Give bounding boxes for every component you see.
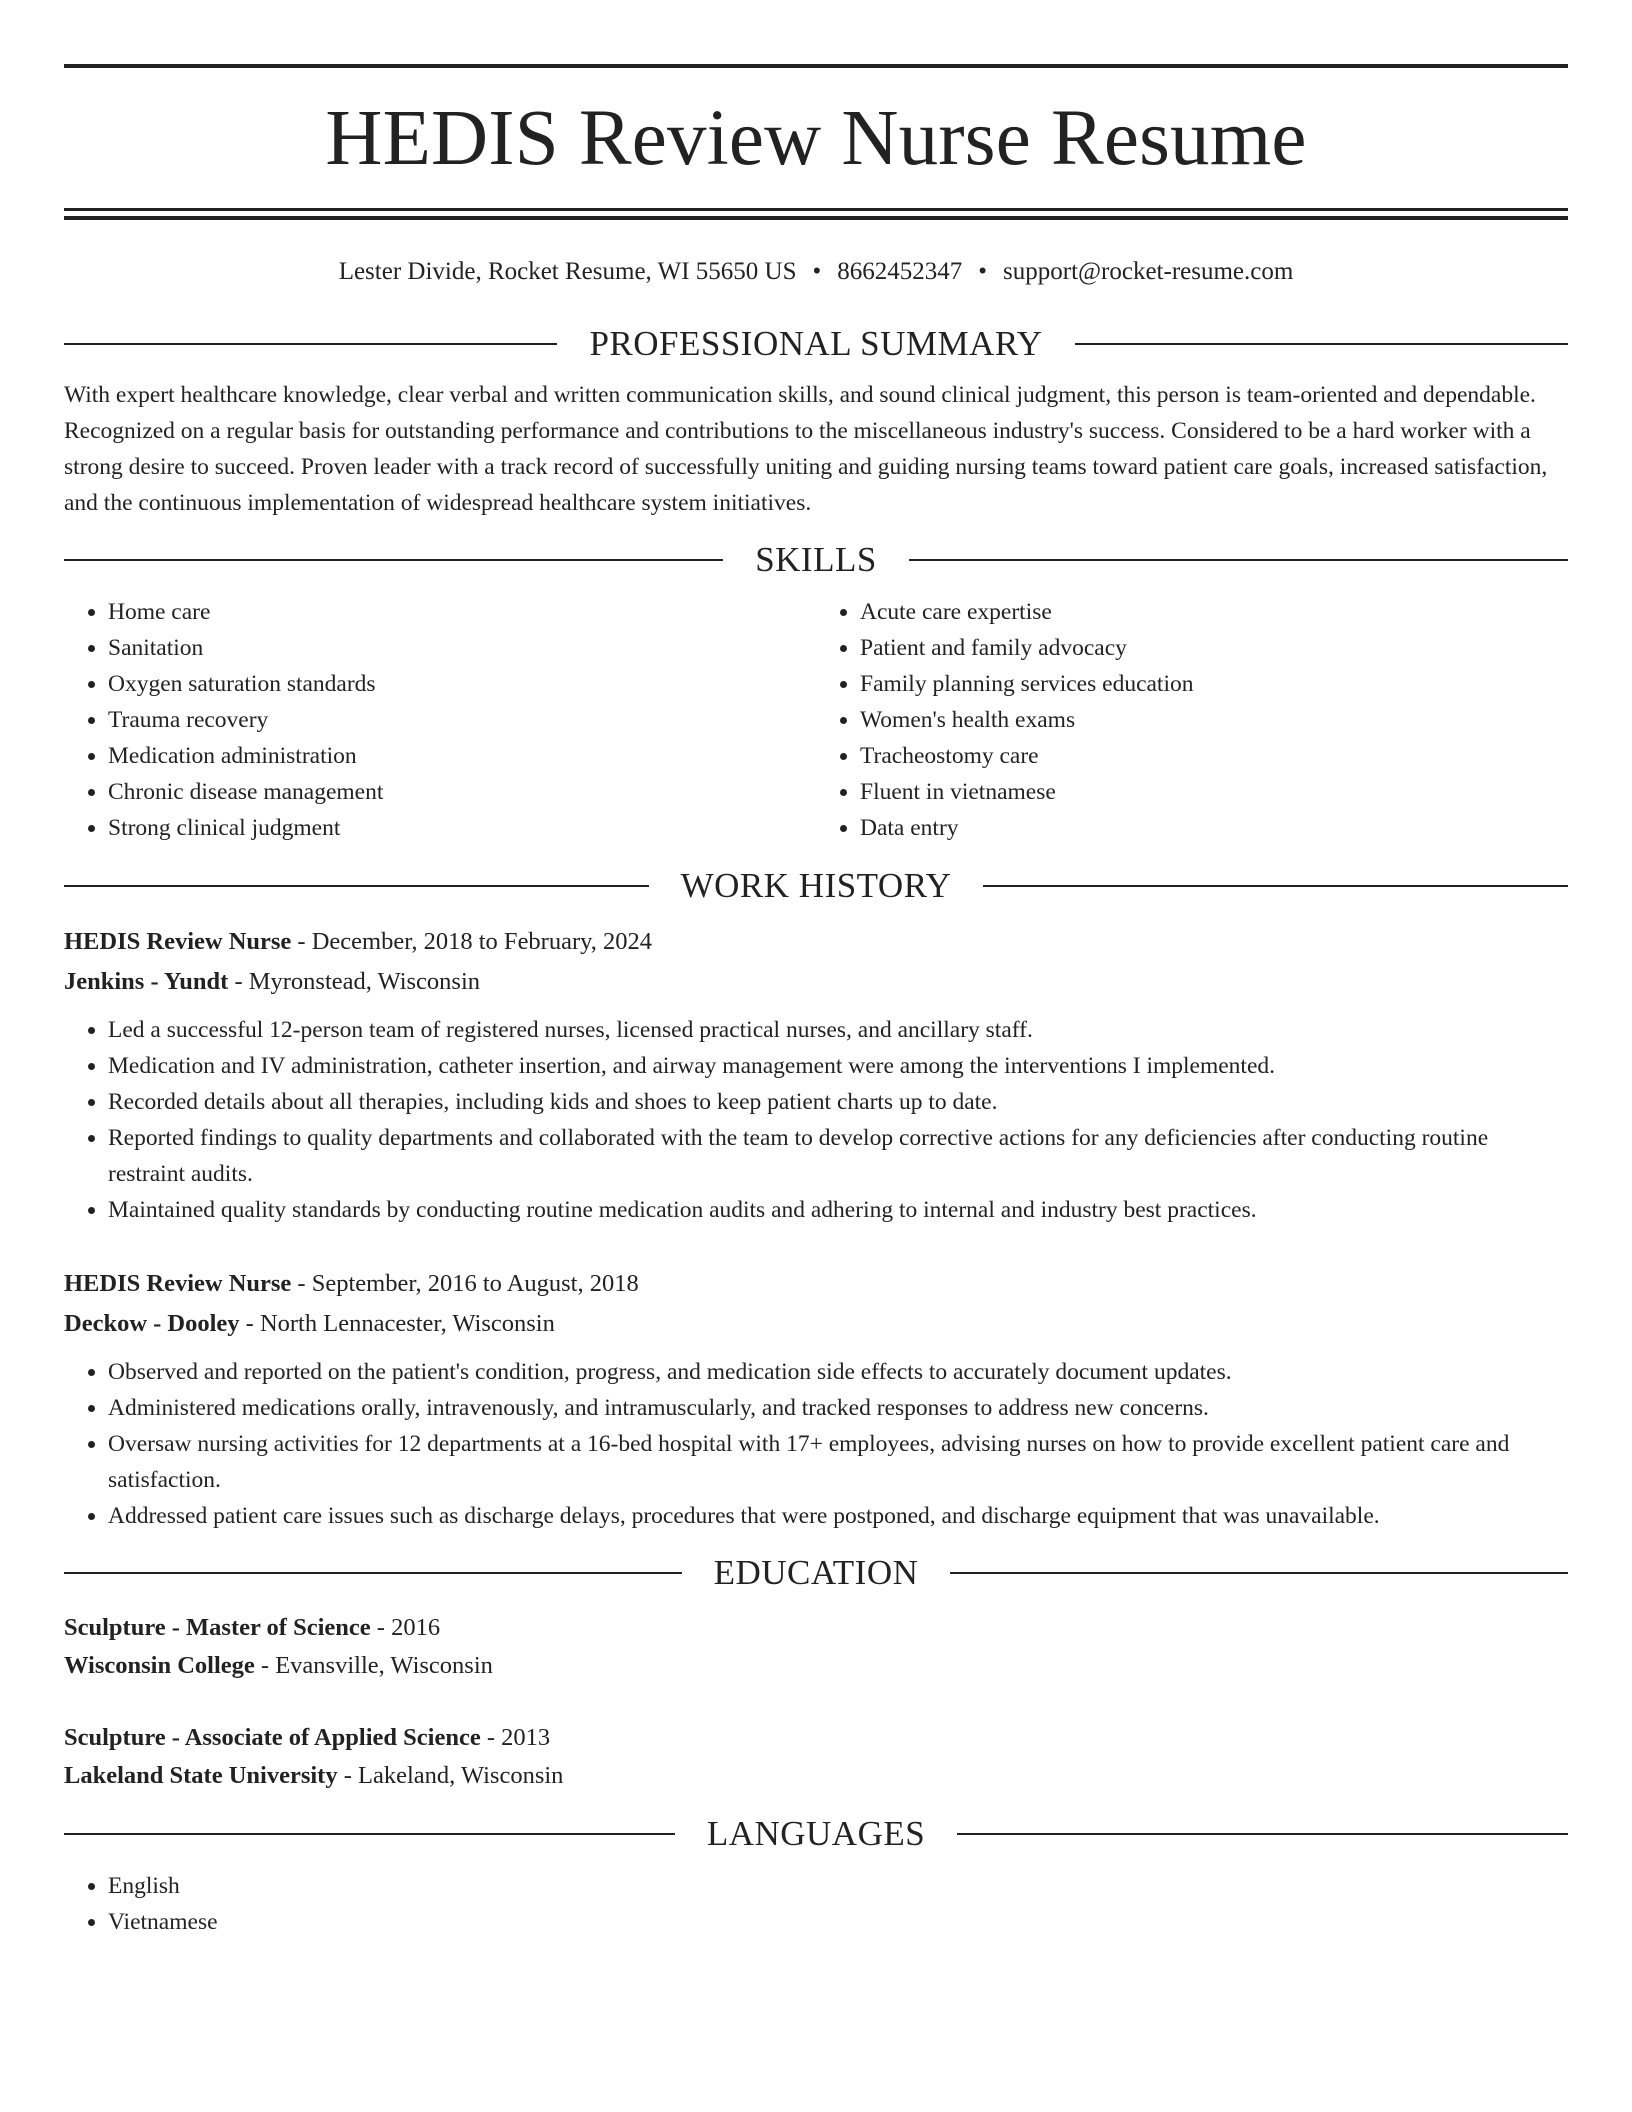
section-heading-label: PROFESSIONAL SUMMARY — [589, 324, 1043, 363]
section-heading-label: LANGUAGES — [706, 1814, 926, 1853]
job-bullet: • Recorded details about all therapies, including kids and shoes to keep patient charts up to date. — [108, 1084, 1568, 1120]
job-company: Deckow - Dooley — [64, 1310, 240, 1337]
section-heading-label: EDUCATION — [713, 1553, 919, 1592]
education-entry — [64, 1719, 1568, 1795]
education-school: Wisconsin College — [64, 1652, 255, 1679]
job-bullets — [64, 1012, 1568, 1228]
job-bullet: • Reported findings to quality departments and collaborated with the team to develop corrective actions for any deficiencies after conducting routine restraint audits. — [108, 1120, 1568, 1192]
education-location: - Evansville, Wisconsin — [254, 1652, 493, 1679]
bullet-separator: • — [812, 258, 822, 285]
job-bullets — [64, 1354, 1568, 1534]
education-location: - Lakeland, Wisconsin — [337, 1762, 564, 1789]
job-location: - North Lennacester, Wisconsin — [239, 1310, 555, 1337]
languages-list — [64, 1868, 1568, 1940]
skill-item: • Medication administration — [108, 738, 816, 774]
heading-rule-left — [64, 885, 649, 887]
heading-rule-right — [909, 559, 1568, 561]
contact-address: Lester Divide, Rocket Resume, WI 55650 US — [338, 258, 797, 285]
job-entry — [64, 922, 1568, 1228]
section-heading-label: WORK HISTORY — [680, 866, 952, 905]
education-degree: Sculpture - Associate of Applied Science — [64, 1724, 481, 1751]
skills-list — [64, 594, 1568, 846]
job-entry — [64, 1264, 1568, 1534]
heading-rule-right — [1075, 343, 1568, 345]
job-company-line — [64, 962, 1568, 1002]
top-rule — [64, 64, 1568, 68]
skill-item: • Oxygen saturation standards — [108, 666, 816, 702]
section-heading-skills — [64, 539, 1568, 581]
education-school: Lakeland State University — [64, 1762, 338, 1789]
skill-item: • Chronic disease management — [108, 774, 816, 810]
contact-line — [64, 257, 1568, 287]
job-title-line — [64, 1264, 1568, 1304]
job-company-line — [64, 1304, 1568, 1344]
job-bullet: • Oversaw nursing activities for 12 departments at a 16-bed hospital with 17+ employees, advising nurses on how to provide excellent patient care and satisfaction. — [108, 1426, 1568, 1498]
skill-item: • Sanitation — [108, 630, 816, 666]
skills-column-right — [816, 594, 1568, 846]
skill-item: • Tracheostomy care — [860, 738, 1568, 774]
job-dates: - September, 2016 to August, 2018 — [291, 1270, 639, 1297]
language-item: • Vietnamese — [108, 1904, 1568, 1940]
job-title: HEDIS Review Nurse — [64, 928, 292, 955]
job-title-line — [64, 922, 1568, 962]
section-heading-languages — [64, 1813, 1568, 1855]
job-bullet: • Medication and IV administration, catheter insertion, and airway management were among the interventions I implemented. — [108, 1048, 1568, 1084]
resume-title: HEDIS Review Nurse Resume — [325, 95, 1307, 182]
education-year: - 2013 — [480, 1724, 551, 1751]
job-bullet: • Observed and reported on the patient's condition, progress, and medication side effects to accurately document updates. — [108, 1354, 1568, 1390]
heading-rule-left — [64, 1833, 675, 1835]
skills-column-left — [64, 594, 816, 846]
skill-item: • Home care — [108, 594, 816, 630]
skill-item: • Data entry — [860, 810, 1568, 846]
education-school-line — [64, 1647, 1568, 1685]
skill-item: • Fluent in vietnamese — [860, 774, 1568, 810]
job-dates: - December, 2018 to February, 2024 — [291, 928, 653, 955]
section-heading-education — [64, 1552, 1568, 1594]
heading-rule-right — [957, 1833, 1568, 1835]
job-bullet: • Maintained quality standards by conducting routine medication audits and adhering to internal and industry best practices. — [108, 1192, 1568, 1228]
job-company: Jenkins - Yundt — [64, 968, 229, 995]
skill-item: • Acute care expertise — [860, 594, 1568, 630]
section-heading-summary — [64, 323, 1568, 365]
title-double-rule — [64, 208, 1568, 220]
bullet-separator: • — [978, 258, 988, 285]
heading-rule-left — [64, 559, 723, 561]
job-bullet: • Administered medications orally, intravenously, and intramuscularly, and tracked responses to address new concerns. — [108, 1390, 1568, 1426]
education-degree-line — [64, 1609, 1568, 1647]
heading-rule-left — [64, 1572, 682, 1574]
job-bullet: • Addressed patient care issues such as discharge delays, procedures that were postponed, and discharge equipment that was unavailable. — [108, 1498, 1568, 1534]
section-heading-label: SKILLS — [755, 540, 877, 579]
education-year: - 2016 — [370, 1614, 441, 1641]
section-heading-work-history — [64, 865, 1568, 907]
job-location: - Myronstead, Wisconsin — [228, 968, 481, 995]
education-school-line — [64, 1757, 1568, 1795]
heading-rule-right — [950, 1572, 1568, 1574]
summary-text: With expert healthcare knowledge, clear verbal and written communication skills, and sound clinical judgment, this person is team-oriented and dependable. Recognized on a regular basis for outstanding performance and contributions to the miscellaneous industry's success. Considered to be a hard worker with a strong desire to succeed. Proven leader with a track record of successfully uniting and guiding nursing teams toward patient care goals, increased satisfaction, and the continuous implementation of widespread healthcare system initiatives. — [64, 382, 1548, 516]
language-item: • English — [108, 1868, 1568, 1904]
contact-phone: 8662452347 — [837, 258, 963, 285]
skill-item: • Patient and family advocacy — [860, 630, 1568, 666]
skill-item: • Strong clinical judgment — [108, 810, 816, 846]
skill-item: • Family planning services education — [860, 666, 1568, 702]
heading-rule-left — [64, 343, 557, 345]
job-bullet: • Led a successful 12-person team of registered nurses, licensed practical nurses, and ancillary staff. — [108, 1012, 1568, 1048]
contact-email: support@rocket-resume.com — [1003, 258, 1294, 285]
skill-item: • Trauma recovery — [108, 702, 816, 738]
skill-item: • Women's health exams — [860, 702, 1568, 738]
job-title: HEDIS Review Nurse — [64, 1270, 292, 1297]
heading-rule-right — [983, 885, 1568, 887]
education-entry — [64, 1609, 1568, 1685]
education-degree: Sculpture - Master of Science — [64, 1614, 371, 1641]
education-degree-line — [64, 1719, 1568, 1757]
